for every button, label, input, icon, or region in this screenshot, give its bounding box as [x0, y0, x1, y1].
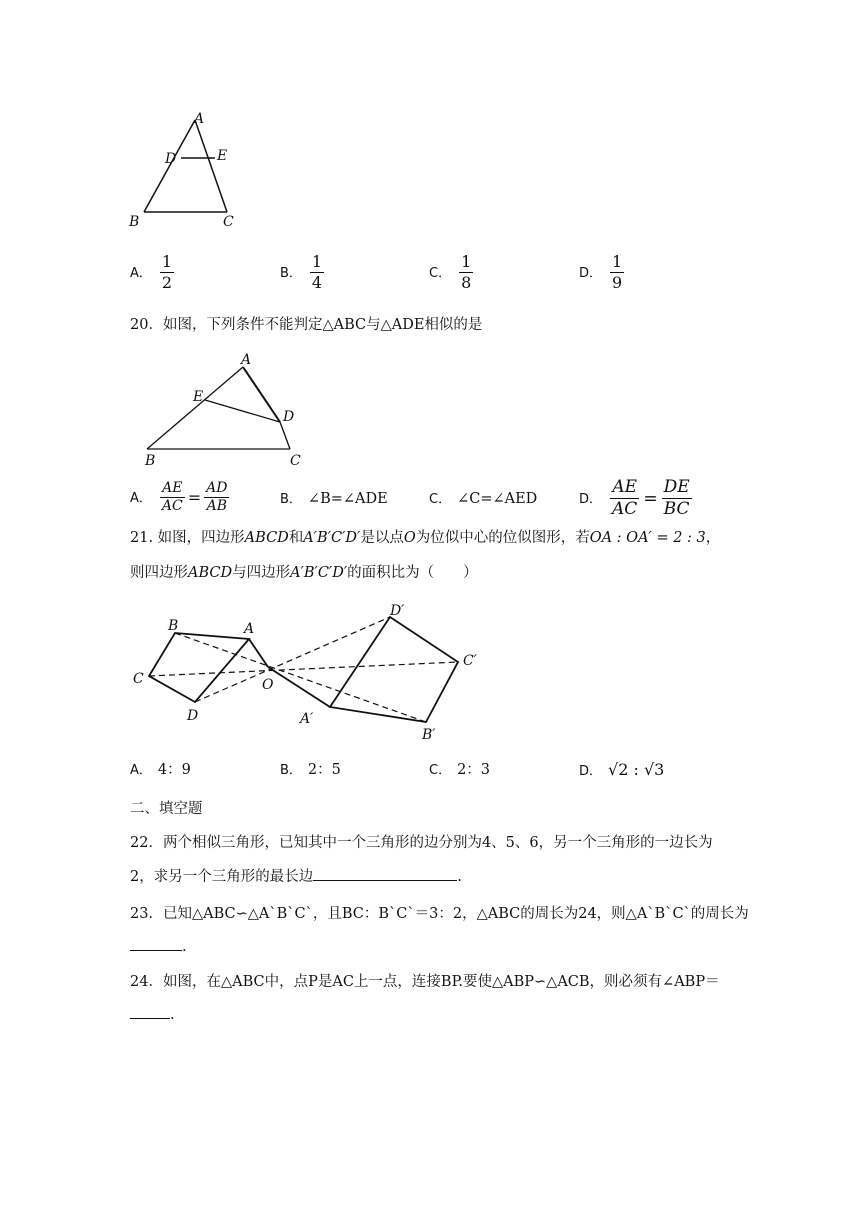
q20-option-d[interactable]: D． $\frac{AE}{AC}$ = $\frac{DE}{BC}$ [579, 477, 690, 519]
section-title: 二、填空题 [130, 801, 203, 817]
q19-option-b[interactable] [280, 252, 324, 293]
label-O: O [262, 677, 274, 693]
label-C: C [133, 671, 144, 687]
question-number: 22． [130, 835, 163, 851]
question-21-line1: 21. 如图，四边形ABCD和A′B′C′D′是以点O为位似中心的位似图形，若OA : OA′ = 2 : 3， [130, 530, 721, 546]
answer-blank[interactable] [313, 866, 457, 881]
option-letter: A． [130, 763, 152, 778]
label-D-prime: D′ [390, 603, 405, 619]
answer-blank[interactable] [130, 936, 182, 951]
q21-option-c[interactable]: C． 2：3 [429, 762, 491, 778]
option-letter: C． [429, 266, 452, 281]
label-D: D [165, 151, 177, 167]
fraction: $\frac{AD}{AB}$ [206, 480, 228, 514]
question-number: 21. [130, 530, 154, 546]
option-letter: D． [579, 764, 603, 779]
option-letter: B． [280, 492, 302, 507]
label-D: D [283, 409, 295, 425]
label-C-prime: C′ [463, 653, 477, 669]
label-A: A [194, 111, 205, 127]
question-23-line1: 23．已知△ABC∽△A`B`C`，且BC：B`C`＝3：2，△ABC的周长为24，则△A`B`C`的周长为 [130, 906, 749, 922]
question-22-line2: 2，求另一个三角形的最长边 . [130, 866, 462, 887]
label-A: A [241, 352, 252, 368]
fraction: $\frac{AE}{AC}$ [612, 477, 638, 519]
q21-option-a[interactable]: A． 4：9 [130, 762, 191, 778]
label-B: B [168, 618, 179, 634]
question-23-line2: . [130, 936, 187, 957]
option-letter: A． [130, 491, 152, 506]
label-A-prime: A′ [300, 711, 314, 727]
figure-q20 [135, 345, 315, 470]
question-number: 24． [130, 974, 163, 990]
fraction: $\frac{DE}{BC}$ [663, 477, 690, 519]
question-22-line1: 22．两个相似三角形，已知其中一个三角形的边分别为4、5、6，另一个三角形的一边长为 [130, 835, 713, 851]
label-E: E [217, 148, 228, 164]
fraction: $\frac{1}{8}$ [461, 252, 472, 292]
label-B: B [129, 214, 140, 230]
figure-q21 [125, 595, 495, 745]
q20-option-a[interactable]: A． $\frac{AE}{AC}$ = $\frac{AD}{AB}$ [130, 480, 228, 514]
label-C: C [223, 214, 234, 230]
fraction: $\frac{1}{2}$ [161, 252, 173, 292]
q20-option-c[interactable]: C． ∠C=∠AED [429, 491, 538, 507]
question-24-line1: 24．如图，在△ABC中，点P是AC上一点，连接BP.要使△ABP∽△ACB，则必须有∠ABP＝ [130, 974, 720, 990]
question-number: 23． [130, 906, 163, 922]
label-E: E [193, 389, 204, 405]
option-letter: D． [579, 492, 603, 507]
option-letter: C． [429, 492, 452, 507]
q21-option-b[interactable]: B． 2：5 [280, 762, 341, 778]
question-number: 20． [130, 317, 163, 333]
option-letter: B． [280, 266, 302, 281]
question-text: 如图，下列条件不能判定△ABC与△ADE相似的是 [162, 317, 483, 333]
q20-option-b[interactable]: B． ∠B=∠ADE [280, 491, 388, 507]
option-letter: B． [280, 763, 302, 778]
fraction: $\frac{1}{4}$ [311, 252, 323, 292]
fraction: $\frac{AE}{AC}$ [161, 480, 183, 514]
fraction: $\frac{1}{9}$ [612, 252, 623, 292]
label-D: D [187, 708, 199, 724]
label-C: C [290, 453, 301, 469]
figure-q19 [125, 110, 255, 232]
label-B: B [145, 453, 156, 469]
question-24-line2: . [130, 1004, 175, 1025]
answer-blank[interactable] [130, 1004, 170, 1019]
question-20 [130, 315, 482, 335]
option-letter: D． [579, 266, 603, 281]
question-21-line2: 则四边形ABCD与四边形A′B′C′D′的面积比为（ ） [130, 565, 478, 581]
label-B-prime: B′ [422, 727, 436, 743]
option-letter: C． [429, 763, 452, 778]
option-letter: A． [130, 266, 152, 281]
label-A: A [244, 621, 255, 637]
q19-option-d[interactable] [579, 252, 624, 293]
q19-option-c[interactable] [429, 252, 473, 293]
q19-option-a[interactable] [130, 252, 174, 293]
q21-option-d[interactable]: D． √2 : √3 [579, 760, 665, 779]
